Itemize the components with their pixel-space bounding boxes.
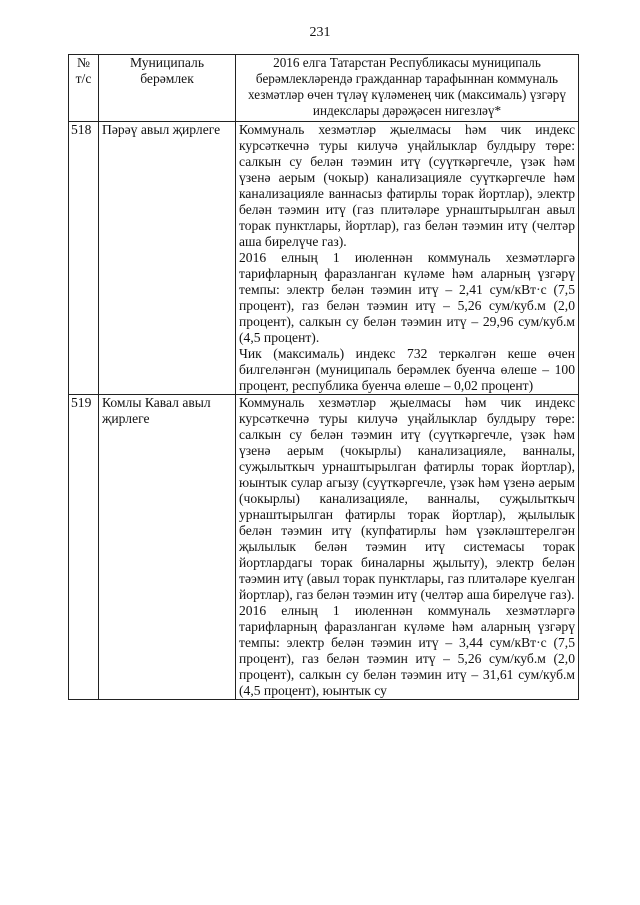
table-header-row [69, 55, 579, 122]
municipality-name: Комлы Кавал авыл җирлеге [99, 395, 236, 700]
page-number: 231 [309, 25, 331, 40]
header-description-column: 2016 елга Татарстан Республикасы муниципаль берәмлекләрендә гражданнар тарафыннан коммуналь хезмәтләр өчен түләү күләменең чик (максималь) үзгәрү индекслары дәрәҗәсен нигезләү* [236, 55, 579, 122]
description-paragraph: 2016 елның 1 июленнән коммуналь хезмәтләргә тарифларның фаразланган күләме һәм аларның үзгәрү темпы: электр белән тәэмин итү – 2,41 сум/кВт·с (7,5 процент), газ белән тәэмин итү – 5,26 сум/куб.м (2,0 процент), салкын су белән тәэмин итү – 29,96 сум/куб.м (4,5 процент). [239, 250, 575, 345]
row-number: 519 [69, 395, 99, 700]
description-paragraph: Коммуналь хезмәтләр җыелмасы һәм чик индекс курсәткечнә туры килучә уңайлыклар булдыру төре: салкын су белән тәэмин итү (суүткәргечле, үзәк һәм үзенә аерым (чокырлы) канализацияле, ванналы, суҗылыткыч урнаштырылган фатирлы торак йортлар), юынтык сулар агызу (суүткәргечле, үзәк һәм үзенә аерым (чокырлы) канализацияле, ванналы, суҗылыткыч урнаштырылган фатирлы торак йортлар), җылылык белән тәэмин итү (купфатирлы һәм үзәкләштерелгән җылылык белән тәэмин итү системасы торак йортлардагы торак биналарны җылыту), электр белән тәэмин итү (авыл торак пунктлары, газ плитәләре куелган йортлар), газ белән тәэмин итү (челтәр аша бирелүче газ). [239, 395, 575, 602]
header-number-column: № т/с [69, 55, 99, 122]
row-number: 518 [69, 122, 99, 395]
description-paragraph: Чик (максималь) индекс 732 теркәлгән кеше өчен билгеләнгән (муниципаль берәмлек буенча өлеше – 100 процент, республика буенча өлеше – 0,02 процент) [239, 346, 575, 393]
row-description [236, 122, 579, 395]
table-row [69, 122, 579, 395]
row-description [236, 395, 579, 700]
table-row [69, 395, 579, 700]
description-paragraph: 2016 елның 1 июленнән коммуналь хезмәтләргә тарифларның фаразланган күләме һәм аларның үзгәрү темпы: электр белән тәэмин итү – 3,44 сум/кВт·с (7,5 процент), газ белән тәэмин итү – 5,26 сум/куб.м (2,0 процент), салкын су белән тәэмин итү – 31,61 сум/куб.м (4,5 процент), юынтык су [239, 603, 575, 698]
municipality-name: Пәрәү авыл җирлеге [99, 122, 236, 395]
description-paragraph: Коммуналь хезмәтләр җыелмасы һәм чик индекс курсәткечнә туры килучә уңайлыклар булдыру төре: салкын су белән тәэмин итү (суүткәргечле, үзәк һәм үзенә аерым (чокыр) канализацияле суүткәргечле һәм канализацияле ваннасыз фатирлы торак йортлар), электр белән тәэмин итү (газ плитәләре урнаштырылган авыл торак пунктлары, йортлар), газ белән тәэмин итү (челтәр аша бирелүче газ). [239, 122, 575, 249]
header-municipality-column: Муниципаль берәмлек [99, 55, 236, 122]
municipal-index-table [68, 54, 579, 700]
